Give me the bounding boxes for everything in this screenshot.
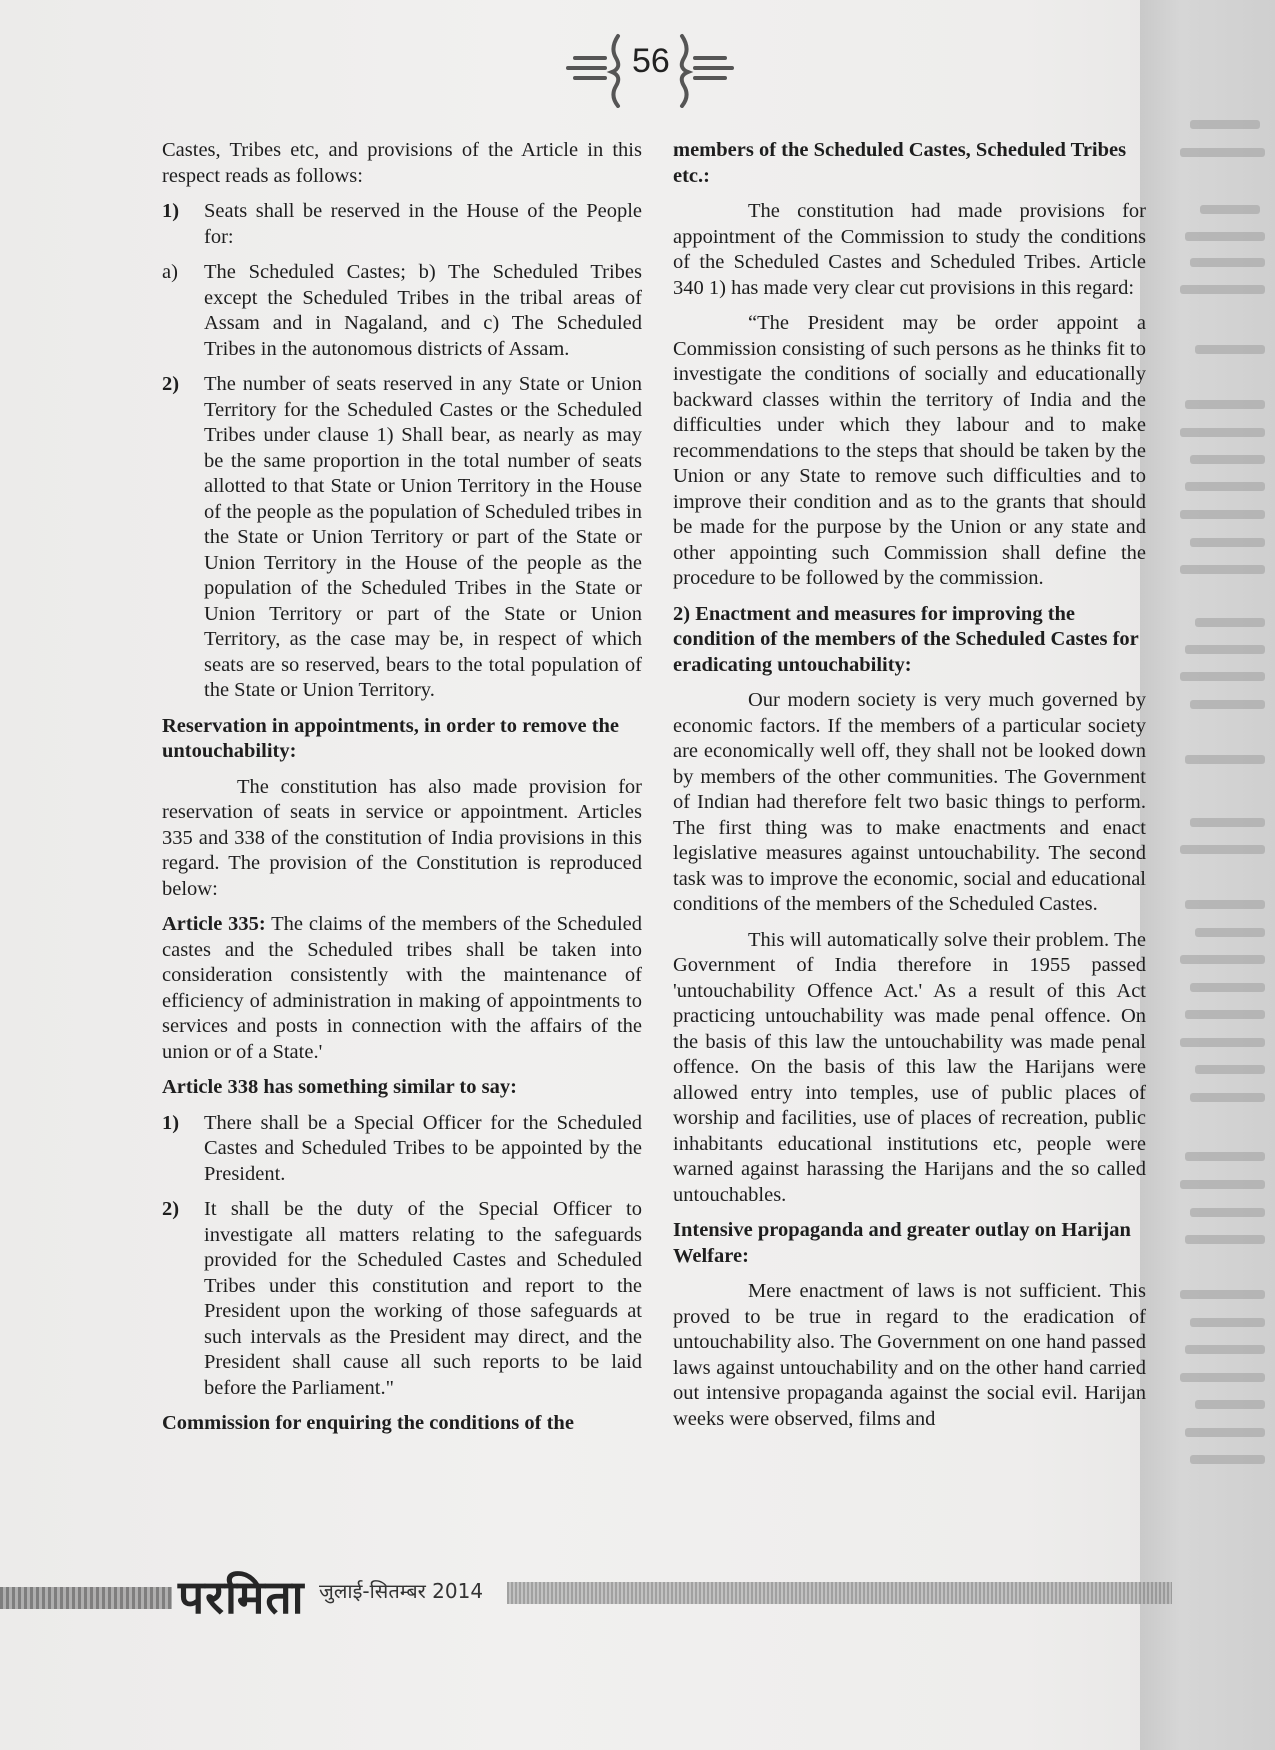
item-number: 2) [162,1198,180,1220]
body-paragraph: This will automatically solve their problem. The Government of India therefore in 1955 passed 'untouchability Offence Act.' As a result of this Act practicing untouchability was made penal offence. On the basis of this law the untouchability was made penal offence. On the basis of this law the Harijans were allowed entry into temples, use of public places of worship and facilities, use of places of recreation, public inhabitants educational institutions etc, people were warned against harassing the Harijans and the so called untouchables. [673,928,1146,1206]
body-paragraph: “The President may be order appoint a Commission consisting of such persons as he thinks fit to investigate the conditions of socially and educationally backward classes within the territory of India and the difficulties under which they labour and to make recommendations to the steps that should be taken by the Union or any State to remove such difficulties and to improve their condition and as to the grants that should be made for the purpose by the Union or any state and other appointing such Commission shall define the procedure to be followed by the commission. [673,312,1146,589]
list-item [162,199,642,250]
issue-date: जुलाई-सितम्बर 2014 [319,1579,484,1603]
section-heading: Article 338 has something similar to say: [162,1076,517,1098]
page-header [560,28,740,108]
item-text: It shall be the duty of the Special Officer to investigate all matters relating to the safeguards provided for the Scheduled Castes and Scheduled Tribes under this constitution and report to the President upon the working of those safeguards at such intervals as the President may direct, and the President shall cause all such reports to be laid before the Parliament." [204,1198,642,1399]
section-heading: members of the Scheduled Castes, Scheduled Tribes etc.: [673,139,1127,187]
section-heading: Intensive propaganda and greater outlay on Harijan Welfare: [673,1219,1131,1267]
body-paragraph: The constitution had made provisions for appointment of the Commission to study the conditions of the Scheduled Castes and Scheduled Tribes. Article 340 1) has made very clear cut provisions in this regard: [673,200,1146,299]
facing-page-edge [1140,0,1275,1750]
page-number: 56 [632,42,670,80]
item-text: The number of seats reserved in any State or Union Territory for the Scheduled Castes or the Scheduled Tribes under clause 1) Shall bear, as nearly as may be the same proportion in the total number of seats allotted to that State or Union Territory in the House of the people as the population of Scheduled tribes in the State or Union Territory or part of the State or Union Territory in the House of the people as the population of the Scheduled Tribes in the State or Union Territory or part of the State or Union Territory, as the case may be, in respect of which seats are so reserved, bears to the total population of the State or Union Territory. [204,373,642,701]
item-number: 1) [162,200,180,222]
list-item [162,1111,642,1188]
item-number: 2) [162,373,180,395]
item-text: Seats shall be reserved in the House of the People for: [204,200,642,248]
body-paragraph: The constitution has also made provision for reservation of seats in service or appointment. Articles 335 and 338 of the constitution of India provisions in this regard. The provision of the Constitution is reproduced below: [162,775,642,900]
magazine-title: परमिता [178,1570,305,1624]
section-heading: Reservation in appointments, in order to remove the untouchability: [162,714,620,762]
section-heading: Commission for enquiring the conditions of the [162,1412,574,1434]
item-number: a) [162,261,178,283]
footer-decoration [507,1582,1172,1604]
list-item [162,260,642,362]
list-item [162,372,642,704]
article-text: The claims of the members of the Scheduled castes and the Scheduled tribes shall be taken into consideration consistently with the maintenance of efficiency of administration in making of appointments to services and posts in connection with the affairs of the union or of a State.' [162,913,642,1063]
article-335-paragraph [162,912,642,1065]
item-text: The Scheduled Castes; b) The Scheduled Tribes except the Scheduled Tribes in the tribal areas of Assam and in Nagaland, and c) The Scheduled Tribes in the autonomous districts of Assam. [204,261,642,360]
footer-decoration [0,1587,172,1609]
right-column [673,138,1146,1442]
body-paragraph: Mere enactment of laws is not sufficient. This proved to be true in regard to the eradication of untouchability also. The Government on one hand passed laws against untouchability and on the other hand carried out intensive propaganda against the social evil. Harijan weeks were observed, films and [673,1280,1146,1430]
left-column [162,138,642,1447]
item-number: 1) [162,1111,180,1134]
page-footer [0,1565,1275,1645]
section-heading: 2) Enactment and measures for improving the condition of the members of the Scheduled Castes for eradicating untouchability: [673,602,1139,676]
intro-paragraph: Castes, Tribes etc, and provisions of the Article in this respect reads as follows: [162,139,642,187]
article-label: Article 335: [162,913,266,935]
item-text: There shall be a Special Officer for the Scheduled Castes and Scheduled Tribes to be appointed by the President. [204,1111,642,1185]
list-item [162,1197,642,1401]
body-paragraph: Our modern society is very much governed by economic factors. If the members of a particular society are economically well off, they shall not be looked down by members of the other communities. The Government of Indian had therefore felt two basic things to perform. The first thing was to make enactments and enact legislative measures against untouchability. The second task was to improve the economic, social and educational conditions of the members of the Scheduled Castes. [673,689,1146,915]
